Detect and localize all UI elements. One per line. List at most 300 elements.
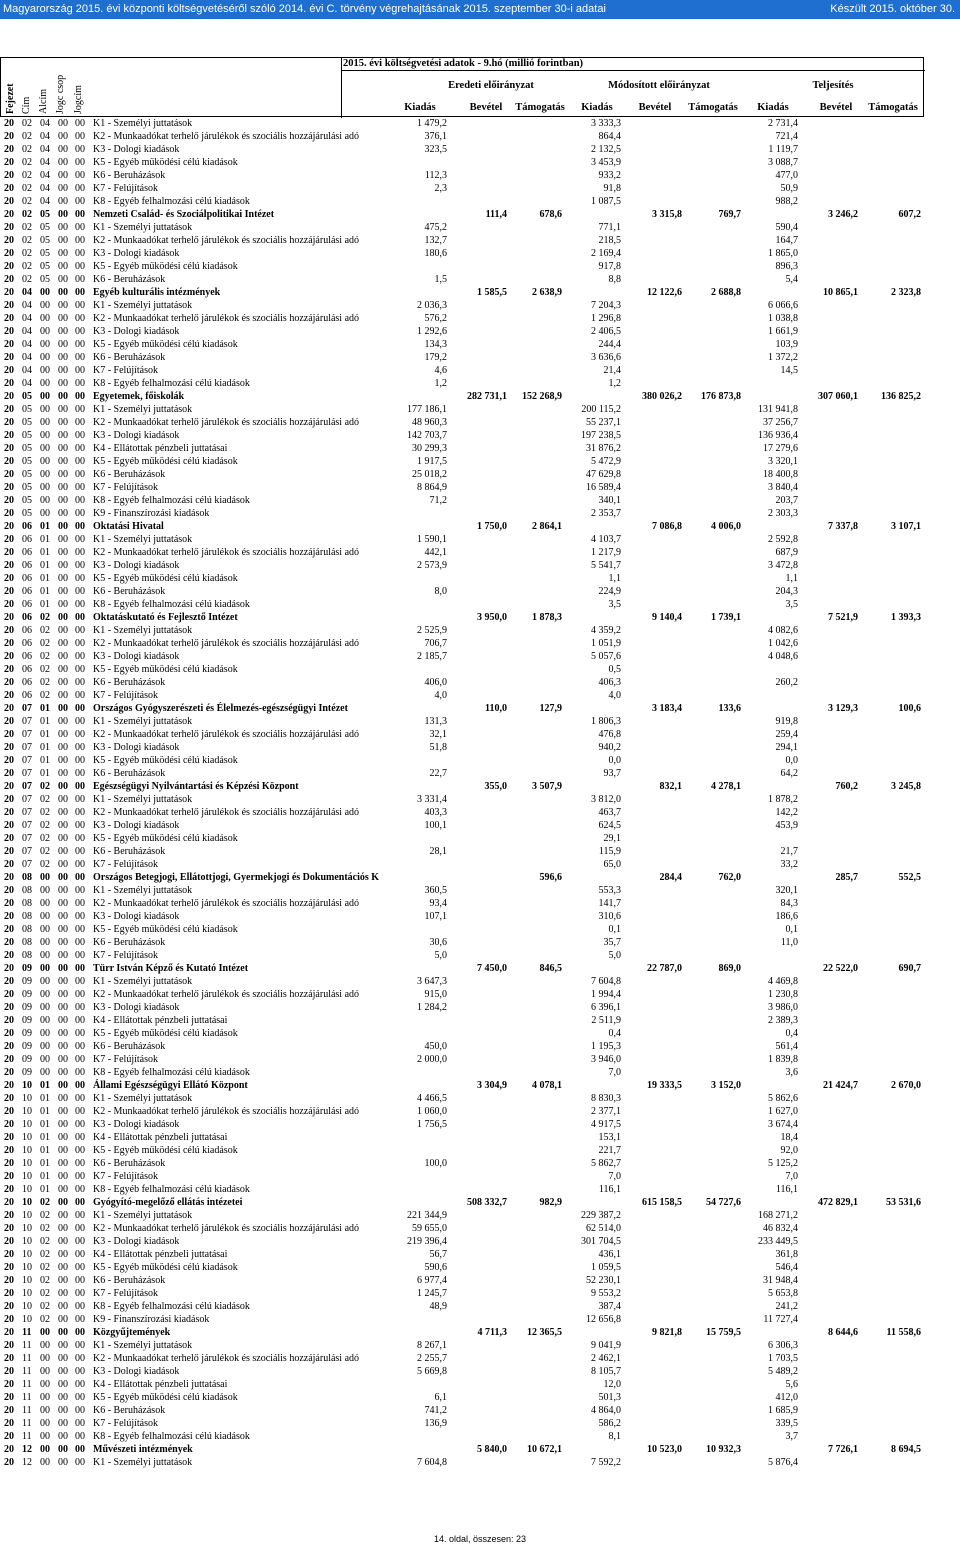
value-cell: 200 115,2 (581, 404, 621, 415)
code-cell: 00 (75, 430, 85, 441)
value-cell: 8,8 (608, 274, 621, 285)
code-cell: 02 (40, 1275, 50, 1286)
code-cell: 00 (75, 131, 85, 142)
item-label: Gyógyító-megelőző ellátás intézetei (93, 1197, 243, 1208)
value-cell: 5,0 (434, 950, 447, 961)
code-cell: 00 (58, 651, 68, 662)
code-cell: 20 (4, 677, 14, 688)
code-cell: 00 (40, 924, 50, 935)
value-cell: 233 449,5 (758, 1236, 798, 1247)
table-row-institution (0, 1079, 924, 1092)
value-cell: 0,1 (785, 924, 798, 935)
code-cell: 00 (75, 833, 85, 844)
value-cell: 2 353,7 (591, 508, 621, 519)
value-cell: 3 333,3 (591, 118, 621, 129)
code-cell: 20 (4, 1275, 14, 1286)
code-cell: 10 (22, 1262, 32, 1273)
code-cell: 02 (40, 1301, 50, 1312)
code-cell: 06 (22, 586, 32, 597)
code-cell: 00 (58, 1249, 68, 1260)
code-cell: 20 (4, 1002, 14, 1013)
table-row (0, 1287, 924, 1300)
code-cell: 20 (4, 729, 14, 740)
code-cell: 06 (22, 534, 32, 545)
table-row (0, 273, 924, 286)
item-label: K2 - Munkaadókat terhelő járulékok és szociális hozzájárulási adó (93, 898, 360, 909)
code-cell: 10 (22, 1145, 32, 1156)
value-cell: 476,8 (598, 729, 621, 740)
item-label: K3 - Dologi kiadások (93, 1236, 180, 1247)
code-cell: 20 (4, 196, 14, 207)
code-cell: 00 (58, 1405, 68, 1416)
code-cell: 20 (4, 1405, 14, 1416)
value-cell: 3 304,9 (477, 1080, 507, 1091)
code-cell: 20 (4, 261, 14, 272)
value-cell: 136,9 (424, 1418, 447, 1429)
value-cell: 1 051,9 (591, 638, 621, 649)
code-cell: 00 (40, 872, 50, 883)
code-cell: 02 (40, 1197, 50, 1208)
value-cell: 3 453,9 (591, 157, 621, 168)
code-cell: 00 (75, 937, 85, 948)
item-label: K3 - Dologi kiadások (93, 326, 180, 337)
code-cell: 00 (75, 1132, 85, 1143)
code-cell: 10 (22, 1301, 32, 1312)
value-cell: 5 541,7 (591, 560, 621, 571)
code-cell: 02 (40, 677, 50, 688)
table-row (0, 494, 924, 507)
code-cell: 20 (4, 391, 14, 402)
code-cell: 04 (22, 352, 32, 363)
code-cell: 20 (4, 1327, 14, 1338)
value-cell: 51,8 (429, 742, 447, 753)
value-cell: 55 237,1 (586, 417, 621, 428)
table-row (0, 1144, 924, 1157)
value-cell: 8 267,1 (417, 1340, 447, 1351)
table-row (0, 429, 924, 442)
code-cell: 20 (4, 1210, 14, 1221)
code-cell: 00 (40, 430, 50, 441)
value-cell: 1 060,0 (417, 1106, 447, 1117)
code-cell: 20 (4, 872, 14, 883)
code-cell: 06 (22, 560, 32, 571)
value-cell: 1 994,4 (591, 989, 621, 1000)
value-cell: 18,4 (780, 1132, 798, 1143)
value-cell: 92,0 (780, 1145, 798, 1156)
value-cell: 14,5 (780, 365, 798, 376)
code-cell: 00 (40, 911, 50, 922)
code-cell: 00 (58, 898, 68, 909)
code-cell: 00 (58, 664, 68, 675)
code-cell: 00 (58, 1093, 68, 1104)
value-cell: 32,1 (429, 729, 447, 740)
table-row (0, 1235, 924, 1248)
code-cell: 20 (4, 612, 14, 623)
code-cell: 00 (75, 1314, 85, 1325)
table-row (0, 1417, 924, 1430)
code-cell: 05 (22, 469, 32, 480)
value-cell: 136 936,4 (758, 430, 798, 441)
code-cell: 10 (22, 1314, 32, 1325)
value-cell: 2 389,3 (768, 1015, 798, 1026)
table-row (0, 1274, 924, 1287)
item-label: K5 - Egyéb működési célú kiadások (93, 157, 238, 168)
code-cell: 00 (58, 677, 68, 688)
value-cell: 5,0 (608, 950, 621, 961)
code-cell: 00 (58, 729, 68, 740)
value-cell: 115,9 (598, 846, 621, 857)
value-cell: 3,5 (608, 599, 621, 610)
value-cell: 607,2 (898, 209, 921, 220)
code-cell: 20 (4, 1457, 14, 1468)
value-cell: 62 514,0 (586, 1223, 621, 1234)
code-cell: 00 (75, 1457, 85, 1468)
value-cell: 4 006,0 (711, 521, 741, 532)
value-cell: 50,9 (780, 183, 798, 194)
code-cell: 00 (75, 963, 85, 974)
code-cell: 00 (75, 898, 85, 909)
code-cell: 00 (40, 365, 50, 376)
code-cell: 00 (58, 313, 68, 324)
code-cell: 00 (75, 196, 85, 207)
value-cell: 7 592,2 (591, 1457, 621, 1468)
value-cell: 5 840,0 (477, 1444, 507, 1455)
code-cell: 20 (4, 1379, 14, 1390)
value-cell: 2 864,1 (532, 521, 562, 532)
code-cell: 09 (22, 963, 32, 974)
item-label: K4 - Ellátottak pénzbeli juttatásai (93, 1379, 228, 1390)
code-cell: 20 (4, 1015, 14, 1026)
code-cell: 00 (75, 1093, 85, 1104)
value-cell: 982,9 (539, 1197, 562, 1208)
item-label: Állami Egészségügyi Ellátó Központ (93, 1080, 248, 1091)
code-cell: 00 (58, 716, 68, 727)
table-row-institution (0, 1443, 924, 1456)
code-cell: 00 (40, 1327, 50, 1338)
code-cell: 20 (4, 820, 14, 831)
item-label: K7 - Felújítások (93, 1054, 158, 1065)
code-cell: 02 (22, 261, 32, 272)
value-cell: 2,3 (434, 183, 447, 194)
code-cell: 00 (58, 469, 68, 480)
code-cell: 00 (40, 1457, 50, 1468)
code-cell: 05 (40, 261, 50, 272)
table-row (0, 143, 924, 156)
value-cell: 10 672,1 (527, 1444, 562, 1455)
item-label: K8 - Egyéb felhalmozási célú kiadások (93, 196, 250, 207)
code-cell: 00 (40, 443, 50, 454)
code-cell: 08 (22, 872, 32, 883)
value-cell: 3,7 (785, 1431, 798, 1442)
value-cell: 1 059,5 (591, 1262, 621, 1273)
value-cell: 71,2 (429, 495, 447, 506)
item-label: K5 - Egyéb működési célú kiadások (93, 1392, 238, 1403)
value-cell: 6 396,1 (591, 1002, 621, 1013)
table-row (0, 1040, 924, 1053)
code-cell: 08 (22, 924, 32, 935)
value-cell: 30,6 (429, 937, 447, 948)
item-label: K3 - Dologi kiadások (93, 651, 180, 662)
code-cell: 02 (22, 274, 32, 285)
code-cell: 01 (40, 742, 50, 753)
code-cell: 00 (75, 417, 85, 428)
code-cell: 00 (75, 1392, 85, 1403)
code-cell: 00 (40, 1431, 50, 1442)
value-cell: 307 060,1 (818, 391, 858, 402)
table-row (0, 1118, 924, 1131)
code-cell: 00 (58, 326, 68, 337)
value-cell: 21,4 (603, 365, 621, 376)
value-cell: 107,1 (424, 911, 447, 922)
code-cell: 00 (58, 547, 68, 558)
code-cell: 00 (75, 1054, 85, 1065)
code-cell: 00 (40, 495, 50, 506)
code-cell: 00 (58, 339, 68, 350)
item-label: K2 - Munkaadókat terhelő járulékok és szociális hozzájárulási adó (93, 417, 360, 428)
code-cell: 00 (40, 456, 50, 467)
table-row (0, 715, 924, 728)
code-cell: 20 (4, 937, 14, 948)
code-cell: 00 (40, 287, 50, 298)
code-cell: 01 (40, 1145, 50, 1156)
code-cell: 00 (40, 1054, 50, 1065)
value-cell: 30 299,3 (412, 443, 447, 454)
value-cell: 919,8 (775, 716, 798, 727)
code-cell: 00 (58, 196, 68, 207)
value-cell: 4 469,8 (768, 976, 798, 987)
code-cell: 00 (40, 339, 50, 350)
value-cell: 2 185,7 (417, 651, 447, 662)
value-cell: 22,7 (429, 768, 447, 779)
code-cell: 11 (22, 1431, 32, 1442)
code-cell: 20 (4, 443, 14, 454)
code-cell: 10 (22, 1223, 32, 1234)
code-cell: 00 (58, 573, 68, 584)
code-cell: 01 (40, 768, 50, 779)
value-cell: 501,3 (598, 1392, 621, 1403)
code-cell: 00 (58, 859, 68, 870)
code-cell: 00 (58, 703, 68, 714)
value-cell: 93,7 (603, 768, 621, 779)
item-label: K5 - Egyéb működési célú kiadások (93, 924, 238, 935)
table-row (0, 1378, 924, 1391)
item-label: K4 - Ellátottak pénzbeli juttatásai (93, 1249, 228, 1260)
code-cell: 20 (4, 716, 14, 727)
code-cell: 20 (4, 1119, 14, 1130)
value-cell: 361,8 (775, 1249, 798, 1260)
code-cell: 00 (75, 118, 85, 129)
code-cell: 00 (75, 1275, 85, 1286)
value-cell: 624,5 (598, 820, 621, 831)
table-row (0, 247, 924, 260)
table-row (0, 1066, 924, 1079)
value-cell: 846,5 (539, 963, 562, 974)
value-cell: 7 450,0 (477, 963, 507, 974)
code-cell: 00 (58, 1106, 68, 1117)
value-cell: 1 661,9 (768, 326, 798, 337)
value-cell: 933,2 (598, 170, 621, 181)
header-title: 2015. évi költségvetési adatok - 9.hó (millió forintban) (343, 58, 584, 69)
code-cell: 01 (40, 755, 50, 766)
code-cell: 20 (4, 1262, 14, 1273)
code-cell: 02 (22, 248, 32, 259)
value-cell: 244,4 (598, 339, 621, 350)
code-cell: 20 (4, 625, 14, 636)
code-cell: 20 (4, 1392, 14, 1403)
code-cell: 20 (4, 482, 14, 493)
value-cell: 1,2 (434, 378, 447, 389)
item-label: K6 - Beruházások (93, 469, 166, 480)
value-cell: 47 629,8 (586, 469, 621, 480)
code-cell: 20 (4, 456, 14, 467)
code-cell: 04 (22, 326, 32, 337)
code-cell: 20 (4, 573, 14, 584)
code-cell: 00 (75, 456, 85, 467)
item-label: K5 - Egyéb működési célú kiadások (93, 1262, 238, 1273)
item-label: K6 - Beruházások (93, 1275, 166, 1286)
group-modositott: Módosított előirányzat (608, 80, 710, 91)
value-cell: 1 230,8 (768, 989, 798, 1000)
value-cell: 0,5 (608, 664, 621, 675)
code-cell: 20 (4, 352, 14, 363)
table-row (0, 585, 924, 598)
code-cell: 00 (40, 326, 50, 337)
value-cell: 31 948,4 (763, 1275, 798, 1286)
value-cell: 2 462,1 (591, 1353, 621, 1364)
code-cell: 00 (58, 989, 68, 1000)
item-label: Oktatási Hivatal (93, 521, 164, 532)
value-cell: 3 246,2 (828, 209, 858, 220)
value-cell: 15 759,5 (706, 1327, 741, 1338)
code-cell: 20 (4, 131, 14, 142)
code-cell: 00 (75, 885, 85, 896)
code-cell: 00 (40, 1067, 50, 1078)
code-cell: 20 (4, 1223, 14, 1234)
code-cell: 20 (4, 1080, 14, 1091)
value-cell: 1 042,6 (768, 638, 798, 649)
item-label: K2 - Munkaadókat terhelő járulékok és szociális hozzájárulási adó (93, 1106, 360, 1117)
value-cell: 65,0 (603, 859, 621, 870)
item-label: K6 - Beruházások (93, 352, 166, 363)
value-cell: 615 158,5 (642, 1197, 682, 1208)
value-cell: 5 125,2 (768, 1158, 798, 1169)
code-cell: 00 (75, 1301, 85, 1312)
code-cell: 07 (22, 833, 32, 844)
code-cell: 20 (4, 508, 14, 519)
code-cell: 00 (75, 716, 85, 727)
code-cell: 07 (22, 846, 32, 857)
code-cell: 09 (22, 1002, 32, 1013)
code-cell: 00 (75, 547, 85, 558)
code-cell: 00 (40, 937, 50, 948)
value-cell: 769,7 (718, 209, 741, 220)
value-cell: 7 604,8 (417, 1457, 447, 1468)
code-cell: 05 (40, 235, 50, 246)
item-label: Országos Betegjogi, Ellátottjogi, Gyermekjogi és Dokumentációs K (93, 872, 380, 883)
code-cell: 00 (58, 807, 68, 818)
table-row (0, 455, 924, 468)
code-cell: 00 (75, 1171, 85, 1182)
code-cell: 00 (58, 508, 68, 519)
value-cell: 475,2 (424, 222, 447, 233)
header-alcim: Alcím (38, 89, 49, 114)
value-cell: 28,1 (429, 846, 447, 857)
code-cell: 02 (22, 235, 32, 246)
code-cell: 04 (40, 196, 50, 207)
code-cell: 11 (22, 1366, 32, 1377)
value-cell: 1 865,0 (768, 248, 798, 259)
code-cell: 06 (22, 690, 32, 701)
code-cell: 20 (4, 1067, 14, 1078)
value-cell: 6,1 (434, 1392, 447, 1403)
value-cell: 7,0 (785, 1171, 798, 1182)
code-cell: 10 (22, 1093, 32, 1104)
code-cell: 00 (75, 976, 85, 987)
item-label: K1 - Személyi juttatások (93, 534, 193, 545)
value-cell: 1 245,7 (417, 1288, 447, 1299)
code-cell: 20 (4, 157, 14, 168)
code-cell: 00 (58, 937, 68, 948)
code-cell: 00 (75, 1418, 85, 1429)
item-label: K7 - Felújítások (93, 859, 158, 870)
code-cell: 00 (75, 1119, 85, 1130)
value-cell: 3 507,9 (532, 781, 562, 792)
code-cell: 20 (4, 222, 14, 233)
value-cell: 6 977,4 (417, 1275, 447, 1286)
code-cell: 00 (75, 209, 85, 220)
header-jogcsop: Jogc csop (55, 74, 66, 114)
item-label: K3 - Dologi kiadások (93, 742, 180, 753)
value-cell: 586,2 (598, 1418, 621, 1429)
code-cell: 20 (4, 781, 14, 792)
code-cell: 00 (75, 1184, 85, 1195)
table-row (0, 559, 924, 572)
table-row (0, 1248, 924, 1261)
code-cell: 10 (22, 1275, 32, 1286)
item-label: K8 - Egyéb felhalmozási célú kiadások (93, 495, 250, 506)
table-row (0, 598, 924, 611)
code-cell: 00 (58, 209, 68, 220)
table-row (0, 546, 924, 559)
table-row (0, 1261, 924, 1274)
code-cell: 00 (75, 1197, 85, 1208)
code-cell: 20 (4, 1340, 14, 1351)
code-cell: 00 (58, 1301, 68, 1312)
code-cell: 20 (4, 1145, 14, 1156)
table-row (0, 1456, 924, 1469)
code-cell: 01 (40, 716, 50, 727)
subheader-1: Bevétel (469, 102, 503, 113)
value-cell: 2 303,3 (768, 508, 798, 519)
table-row (0, 1222, 924, 1235)
value-cell: 1,2 (608, 378, 621, 389)
item-label: K6 - Beruházások (93, 1158, 166, 1169)
code-cell: 04 (22, 365, 32, 376)
code-cell: 00 (58, 248, 68, 259)
code-cell: 00 (40, 404, 50, 415)
code-cell: 00 (75, 1444, 85, 1455)
code-cell: 20 (4, 235, 14, 246)
value-cell: 7 726,1 (828, 1444, 858, 1455)
code-cell: 00 (40, 1041, 50, 1052)
code-cell: 20 (4, 534, 14, 545)
value-cell: 832,1 (659, 781, 682, 792)
code-cell: 06 (22, 612, 32, 623)
value-cell: 6 306,3 (768, 1340, 798, 1351)
code-cell: 11 (22, 1327, 32, 1338)
item-label: K1 - Személyi juttatások (93, 118, 193, 129)
code-cell: 20 (4, 378, 14, 389)
